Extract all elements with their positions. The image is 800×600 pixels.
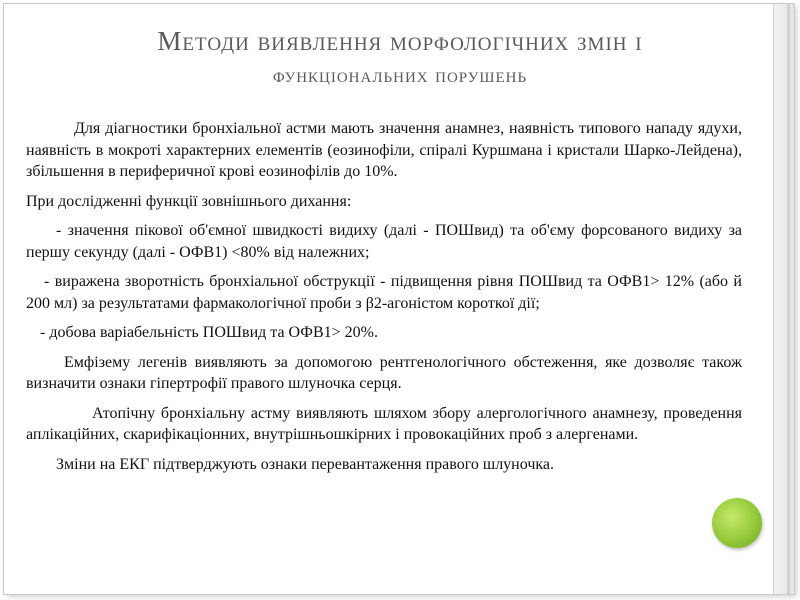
paragraph-ecg: Зміни на ЕКГ підтверджують ознаки перевантаження правого шлуночка. — [56, 455, 555, 473]
paragraph-diagnostics: Для діагностики бронхіальної астми мають значення анамнез, наявність типового нападу ядухи, наявність в мокроті характерних елементів (еозинофіли, спіралі Куршмана і кристали Шарко-Лейдена), збільшення в периферичної крові еозинофілів до 10%. — [26, 120, 742, 180]
green-circle-decoration — [712, 498, 762, 548]
slide-title-line-1: Методи виявлення морфологічних змін і — [157, 26, 643, 56]
paragraph-atopic-asthma: Атопічну бронхіальну астму виявляють шляхом збору алергологічного анамнезу, проведення аплікаційних, скарифікаціонних, внутрішньошкірних і провокаційних проб з алергенами. — [26, 404, 742, 443]
slide-body — [26, 118, 742, 483]
slide-title-line-2: функціональних порушень — [272, 62, 528, 87]
paragraph-reversibility: - виражена зворотність бронхіальної обструкції - підвищення рівня ПОШвид та ОФВ1> 12% (або й 200 мл) за результатами фармакологічної проби з β2-агоністом короткої дії; — [26, 273, 742, 312]
slide-edge-decoration — [773, 4, 794, 594]
paragraph-respiratory-function: При дослідженні функції зовнішнього дихання: — [26, 192, 352, 210]
paragraph-emphysema: Емфізему легенів виявляють за допомогою рентгенологічного обстеження, яке дозволяє також визначити ознаки гіпертрофії правого шлуночка серця. — [26, 353, 742, 392]
paragraph-peak-flow: - значення пікової об'ємної швидкості видиху (далі - ПОШвид) та об'єму форсованого видиху за першу секунду (далі - ОФВ1) <80% від належних; — [26, 222, 742, 261]
paragraph-variability: - добова варіабельність ПОШвид та ОФВ1> 20%. — [40, 324, 378, 341]
